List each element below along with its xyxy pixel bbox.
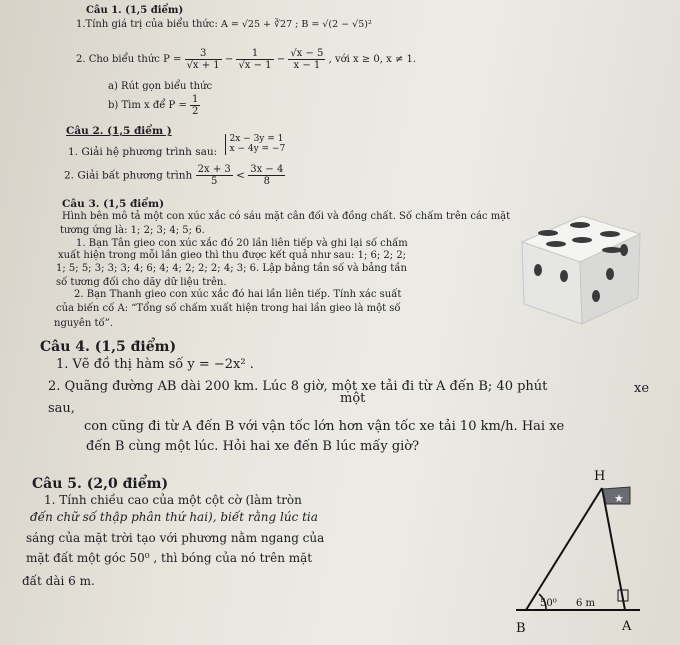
q2-title: Câu 2. (1,5 điểm ) bbox=[66, 125, 172, 137]
q1-condition: , với x ≥ 0, x ≠ 1. bbox=[328, 54, 417, 65]
q4-part1: 1. Vẽ đồ thị hàm số y = −2x² . bbox=[56, 357, 254, 372]
q3-line-1: Hình bên mô tả một con xúc xắc có sáu mặt cân đối và đồng chất. Số chấm trên các mặt bbox=[62, 211, 511, 222]
sun-ray-line bbox=[526, 488, 602, 610]
dice-pip bbox=[546, 241, 566, 247]
q1-part-a: a) Rút gọn biểu thức bbox=[108, 81, 213, 92]
dice-pip bbox=[592, 290, 600, 302]
dice-pip bbox=[560, 270, 568, 282]
label-angle: 50⁰ bbox=[540, 598, 557, 609]
q2-left-fraction: $\frac{2x + 3}{5}$ bbox=[197, 164, 231, 187]
q2-equation-1: 2x − 3y = 1 bbox=[229, 134, 284, 144]
q4-part2-word-mot: một bbox=[340, 391, 366, 406]
q2-part1: 1. Giải hệ phương trình sau: 2x − 3y = 1 x − 4y = −7 bbox=[68, 134, 286, 159]
dice-pip bbox=[600, 231, 620, 237]
dice-illustration bbox=[510, 212, 650, 330]
q1-part2: 2. Cho biểu thức P = $\frac{3}{√x + 1}$ − $\frac{1}{√x - 1}$ − $\frac{√x - 5}{x - 1}$ , với x ≥ 0, x ≠ 1. bbox=[76, 48, 417, 71]
label-length: 6 m bbox=[576, 598, 596, 609]
q1-part1 bbox=[76, 20, 372, 30]
q3-line-5: 1; 5; 5; 3; 3; 3; 4; 6; 4; 4; 2; 2; 2; 4; 3; 6. Lập bảng tần số và bảng tần bbox=[56, 263, 407, 274]
flag-star-icon: ★ bbox=[614, 492, 624, 505]
q1-part1-text: 1.Tính giá trị của biểu thức: bbox=[76, 19, 218, 30]
q3-line-3: 1. Bạn Tân gieo con xúc xắc đó 20 lần liên tiếp và ghi lại số chấm bbox=[76, 238, 408, 249]
q5-line-4: mặt đất một góc 50⁰ , thì bóng của nó trên mặt bbox=[26, 551, 313, 565]
q1-fraction-2: $\frac{1}{√x - 1}$ bbox=[238, 48, 272, 71]
q1-part1-expression: A = √25 + ∛27 ; B = √(2 − √5)² bbox=[221, 19, 372, 30]
q3-line-9: nguyên tố”. bbox=[54, 318, 113, 329]
q3-title: Câu 3. (1,5 điểm) bbox=[62, 198, 165, 210]
q4-part2-word-xe: xe bbox=[634, 381, 650, 396]
q1-b-fraction: $\frac{1}{2}$ bbox=[192, 94, 199, 117]
dice-pip bbox=[606, 268, 614, 280]
q5-line-3: sáng của mặt trời tạo với phương nằm ngang của bbox=[26, 531, 325, 545]
q4-title: Câu 4. (1,5 điểm) bbox=[40, 339, 177, 355]
q5-line-5: đất dài 6 m. bbox=[22, 574, 95, 588]
q2-part2: 2. Giải bất phương trình $\frac{2x + 3}{5}$ < $\frac{3x - 4}{8}$ bbox=[64, 164, 284, 187]
dice-pip bbox=[602, 247, 622, 253]
q2-equation-2: x − 4y = −7 bbox=[229, 144, 286, 155]
label-B: B bbox=[516, 621, 526, 636]
dice-pip bbox=[572, 237, 592, 243]
q5-line-1: 1. Tính chiều cao của một cột cờ (làm tròn bbox=[44, 493, 302, 507]
q3-line-4: xuất hiện trong mỗi lần gieo thì thu được kết quả như sau: 1; 6; 2; 2; bbox=[58, 250, 407, 261]
q1-fraction-1: $\frac{3}{√x + 1}$ bbox=[186, 48, 220, 71]
dice-pip bbox=[534, 264, 542, 276]
q5-title: Câu 5. (2,0 điểm) bbox=[32, 476, 169, 492]
q2-equation-system bbox=[225, 134, 286, 155]
q2-inequality-sign: < bbox=[236, 169, 245, 182]
q3-line-8: của biến cố A: “Tổng số chấm xuất hiện trong hai lần gieo là một số bbox=[56, 303, 401, 314]
q3-line-6: số tương đối cho dãy dữ liệu trên. bbox=[56, 277, 227, 288]
q1-title: Câu 1. (1,5 điểm) bbox=[86, 5, 184, 16]
q1-fraction-3: $\frac{√x - 5}{x - 1}$ bbox=[290, 48, 324, 71]
q3-line-2: tương ứng là: 1; 2; 3; 4; 5; 6. bbox=[60, 225, 205, 236]
q4-part2-line2: sau, bbox=[48, 401, 75, 416]
q4-part2-line1: 2. Quãng đường AB dài 200 km. Lúc 8 giờ, một xe tải đi từ A đến B; 40 phút bbox=[48, 379, 548, 394]
q2-right-fraction: $\frac{3x - 4}{8}$ bbox=[250, 164, 284, 187]
label-A: A bbox=[622, 619, 632, 634]
q1-part2-text: 2. Cho biểu thức bbox=[76, 54, 160, 65]
q4-part2-line4: đến B cùng một lúc. Hỏi hai xe đến B lúc mấy giờ? bbox=[86, 439, 420, 454]
dice-pip bbox=[620, 244, 628, 256]
dice-pip bbox=[570, 222, 590, 228]
flagpole-figure bbox=[490, 460, 670, 640]
q1-p-label: P = bbox=[163, 54, 182, 65]
q5-line-2: đến chữ số thập phân thứ hai), biết rằng lúc tia bbox=[30, 510, 318, 524]
dice-pip bbox=[538, 230, 558, 236]
q3-line-7: 2. Bạn Thanh gieo con xúc xắc đó hai lần liên tiếp. Tính xác suất bbox=[74, 289, 402, 300]
label-H: H bbox=[594, 469, 606, 484]
q4-part2-line3: con cũng đi từ A đến B với vận tốc lớn hơn vận tốc xe tải 10 km/h. Hai xe bbox=[84, 419, 565, 434]
q1-part-b: b) Tìm x để P = $\frac{1}{2}$ bbox=[108, 94, 199, 117]
flagpole-line bbox=[602, 488, 625, 610]
